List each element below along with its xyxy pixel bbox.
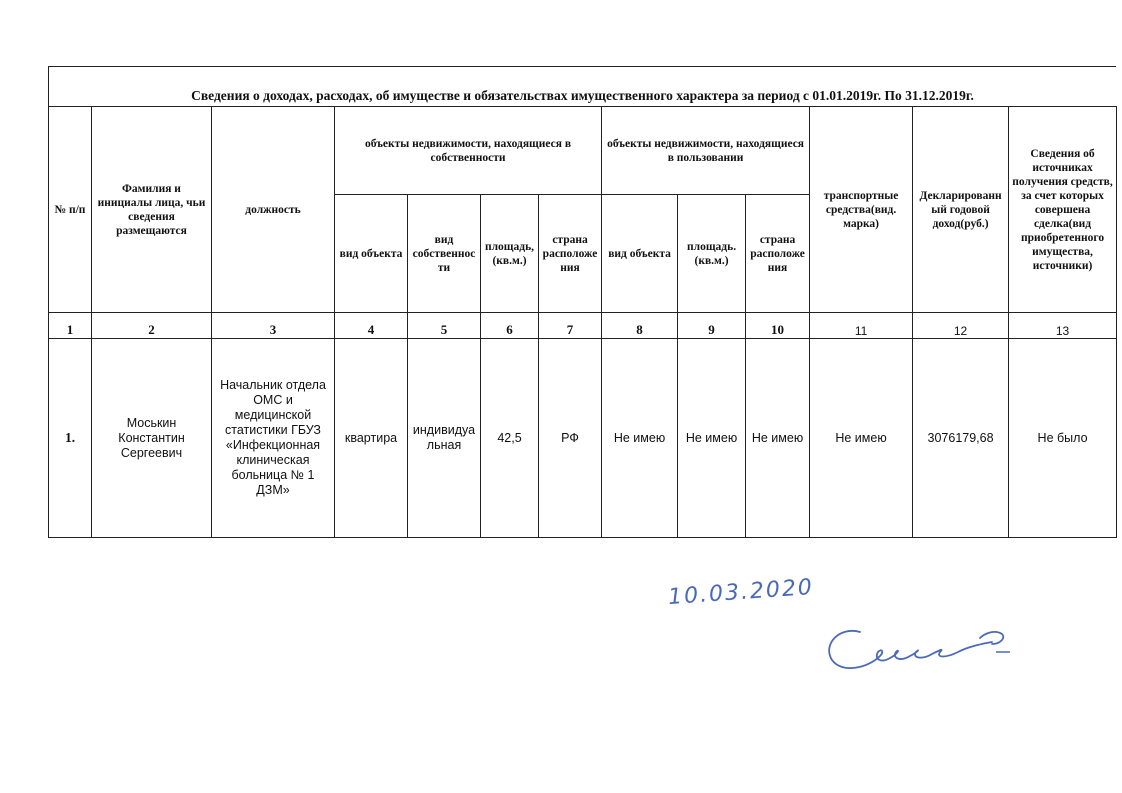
row-owned-ownership: индивидуальная xyxy=(408,339,481,538)
header-used-group: объекты недвижимости, находящиеся в пользовании xyxy=(602,107,810,195)
header-income: Декларированный годовой доход(руб.) xyxy=(913,107,1009,313)
column-number: 9 xyxy=(678,313,746,339)
row-vehicles: Не имею xyxy=(810,339,913,538)
row-used-country: Не имею xyxy=(746,339,810,538)
column-number: 2 xyxy=(92,313,212,339)
header-owned-type: вид объекта xyxy=(335,195,408,313)
column-number: 13 xyxy=(1009,313,1117,339)
document-title: Сведения о доходах, расходах, об имуществе и обязательствах имущественного характера за период с 01.01.2019г. По 31.12.2019г. xyxy=(48,66,1116,106)
column-number: 12 xyxy=(913,313,1009,339)
handwritten-date: 10.03.2020 xyxy=(667,574,815,611)
header-used-country: страна расположения xyxy=(746,195,810,313)
header-owned-group: объекты недвижимости, находящиеся в собственности xyxy=(335,107,602,195)
header-used-area: площадь. (кв.м.) xyxy=(678,195,746,313)
signature-image xyxy=(820,618,1020,678)
column-number: 11 xyxy=(810,313,913,339)
row-sources: Не было xyxy=(1009,339,1117,538)
header-owned-ownership: вид собственности xyxy=(408,195,481,313)
row-owned-type: квартира xyxy=(335,339,408,538)
column-number: 7 xyxy=(539,313,602,339)
row-owned-area: 42,5 xyxy=(481,339,539,538)
row-name: Моськин Константин Сергеевич xyxy=(92,339,212,538)
column-number: 8 xyxy=(602,313,678,339)
column-number: 5 xyxy=(408,313,481,339)
header-used-type: вид объекта xyxy=(602,195,678,313)
header-num: № п/п xyxy=(49,107,92,313)
header-position: должность xyxy=(212,107,335,313)
header-owned-area: площадь, (кв.м.) xyxy=(481,195,539,313)
column-number: 10 xyxy=(746,313,810,339)
column-number: 4 xyxy=(335,313,408,339)
header-name: Фамилия и инициалы лица, чьи сведения размещаются xyxy=(92,107,212,313)
row-income: 3076179,68 xyxy=(913,339,1009,538)
row-num: 1. xyxy=(49,339,92,538)
column-number-row xyxy=(49,313,1117,339)
table-row xyxy=(49,339,1117,538)
header-sources: Сведения об источниках получения средств, за счет которых совершена сделка(вид приобретенного имущества, источники) xyxy=(1009,107,1117,313)
row-position: Начальник отдела ОМС и медицинской статистики ГБУЗ «Инфекционная клиническая больница № 1 ДЗМ» xyxy=(212,339,335,538)
header-owned-country: страна расположения xyxy=(539,195,602,313)
column-number: 3 xyxy=(212,313,335,339)
row-used-area: Не имею xyxy=(678,339,746,538)
declaration-table xyxy=(48,106,1117,538)
header-row-1 xyxy=(49,107,1117,195)
column-number: 6 xyxy=(481,313,539,339)
column-number: 1 xyxy=(49,313,92,339)
row-used-type: Не имею xyxy=(602,339,678,538)
row-owned-country: РФ xyxy=(539,339,602,538)
header-vehicles: транспортные средства(вид. марка) xyxy=(810,107,913,313)
declaration-document xyxy=(48,66,1116,538)
